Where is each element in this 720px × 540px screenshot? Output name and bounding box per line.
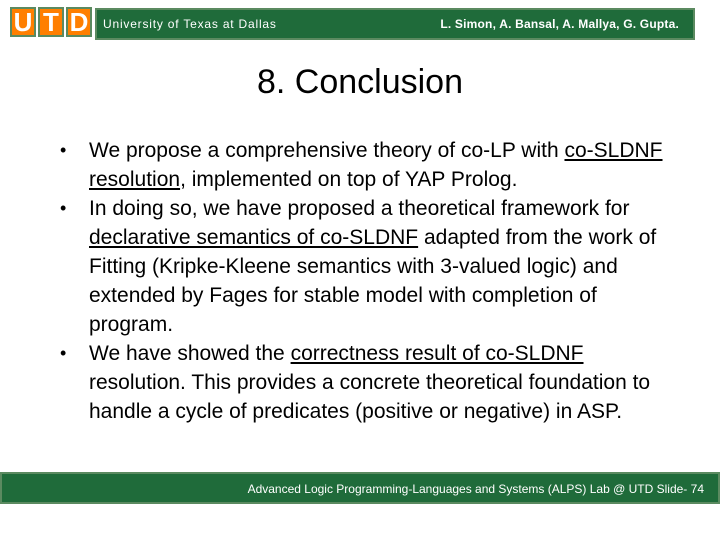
bullet-underlined-term: co-SLDNF resolution — [89, 139, 663, 191]
bullet-text: , implemented on top of YAP Prolog. — [180, 168, 518, 191]
bullet-item-1 — [60, 136, 670, 194]
bullet-text: adapted from the work of Fitting (Kripke-Kleene semantics with 3-valued logic) and extended by Fages for stable model with completion of program. — [89, 226, 657, 336]
slide-header — [0, 0, 720, 44]
bullet-text: resolution. This provides a concrete theoretical foundation to handle a cycle of predicates (positive or negative) in ASP. — [89, 371, 651, 423]
bullet-text: We propose a comprehensive theory of co-LP with — [89, 139, 565, 162]
slide-title: 8. Conclusion — [256, 63, 463, 101]
university-name: University of Texas at Dallas — [103, 17, 277, 31]
bullet-dot: • — [60, 140, 67, 160]
bullet-text: In doing so, we have proposed a theoretical framework for — [89, 197, 630, 220]
bullet-text: We have showed the — [89, 342, 291, 365]
header-banner — [95, 8, 695, 40]
bullet-dot: • — [60, 343, 67, 363]
bullet-item-3 — [60, 339, 670, 426]
bullet-underlined-term: correctness result of co-SLDNF — [290, 342, 584, 365]
bullet-list — [60, 136, 670, 426]
logo-letter-u: U — [10, 7, 36, 37]
bullet-dot: • — [60, 198, 67, 218]
bullet-underlined-term: declarative semantics of co-SLDNF — [89, 226, 419, 249]
authors: L. Simon, A. Bansal, A. Mallya, G. Gupta. — [440, 17, 679, 31]
logo-letter-t: T — [38, 7, 64, 37]
utd-logo — [10, 7, 92, 37]
slide-footer — [0, 472, 720, 504]
logo-letter-d: D — [66, 7, 92, 37]
footer-text: Advanced Logic Programming-Languages and Systems (ALPS) Lab @ UTD Slide- 74 — [247, 482, 704, 496]
bullet-item-2 — [60, 194, 670, 339]
